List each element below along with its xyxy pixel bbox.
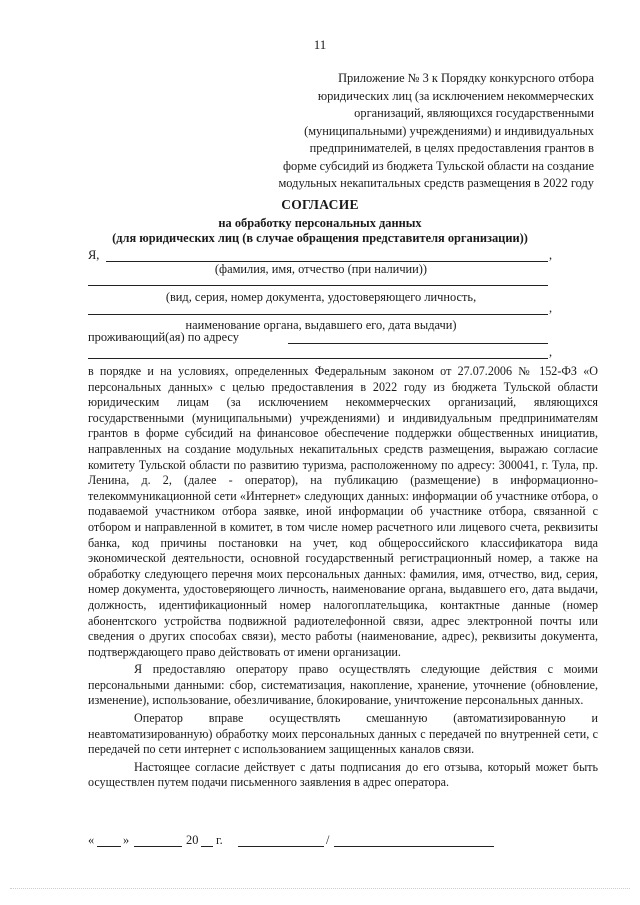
annex-line: организаций, являющихся государственными — [354, 106, 594, 120]
year-prefix: 20 — [186, 833, 199, 847]
document-title: СОГЛАСИЕ — [281, 197, 359, 212]
issuer-blank-line[interactable] — [88, 314, 548, 315]
scan-artifact-divider — [10, 888, 630, 891]
quote-open: « — [88, 833, 95, 847]
annex-line: модульных некапитальных средств размещения в 2022 году — [278, 176, 594, 190]
name-hint: (фамилия, имя, отчество (при наличии)) — [214, 262, 428, 276]
annex-line: (муниципальными) учреждениями) и индивидуальных — [304, 123, 594, 138]
document-hint: (вид, серия, номер документа, удостоверяющего личность, — [165, 290, 477, 304]
document-blank-line[interactable] — [88, 285, 548, 286]
consent-body — [88, 364, 598, 791]
address-blank-line[interactable] — [288, 343, 548, 344]
year-blank-line[interactable] — [201, 846, 213, 847]
annex-header — [210, 70, 594, 193]
day-blank-line[interactable] — [97, 846, 121, 847]
issuer-hint: наименование органа, выдавшего его, дата выдачи) — [185, 318, 457, 332]
document-field-row — [88, 272, 554, 286]
annex-line: форме субсидий из бюджета Тульской области на создание — [283, 158, 594, 173]
slash: / — [326, 833, 330, 847]
annex-line: юридических лиц (за исключением некоммерческих — [317, 88, 594, 103]
consent-paragraph: Настоящее согласие действует с даты подписания до его отзыва, который может быть осуществлен путем подачи письменного заявления в адрес оператора. — [88, 759, 598, 790]
comma: , — [549, 301, 553, 315]
name-field-row — [88, 248, 554, 262]
address-continuation-line[interactable] — [88, 358, 548, 359]
signature-name-blank-line[interactable] — [334, 846, 494, 847]
issuer-field-row — [88, 301, 554, 315]
address-continuation-row — [88, 345, 554, 359]
document-subtitle: на обработку персональных данных — [218, 216, 422, 230]
consent-paragraph: в порядке и на условиях, определенных Федеральным законом от 27.07.2006 № 152-ФЗ «О персональных данных» с целью предоставления в 2022 году из бюджета Тульской области юридическим лицам (за исключением некоммерческих организаций, являющихся государственными (муниципальными) учреждениями) и индивидуальным предпринимателям грантов в форме субсидий на финансовое обеспечение поддержки общественных инициатив, направленных на создание модульных некапитальных средств размещения, выражаю согласие комитету Тульской области по развитию туризма, расположенному по адресу: 300041, г. Тула, пр. Ленина, д. 2, (далее - оператор), на публикацию (размещение) в информационно-телекоммуникационной сети «Интернет» следующих данных: информации об участнике отбора, о подаваемой участником отбора заявке, иной информации об участнике отбора, связанной с отбором и направленной в комитет, в том числе номер расчетного или лицевого счета, реквизиты банка, код причины постановки на учет, код общероссийского классификатора вида экономической деятельности, основной государственный регистрационный номер, а также на обработку следующего перечня моих персональных данных: фамилия, имя, отчество, вид, серия, номер документа, удостоверяющего личность, наименование органа, выдавшего его, дата выдачи, должность, идентификационный номер налогоплательщика, контактные данные (номер абонентского устройства подвижной радиотелефонной связи, адрес электронной почты или сведения о других способах связи), место работы (наименование, адрес), реквизиты документа, подтверждающего право действовать от имени организации. — [88, 364, 598, 659]
comma: , — [549, 248, 553, 262]
year-suffix: г. — [216, 833, 223, 847]
signature-blank-line[interactable] — [238, 846, 324, 847]
month-blank-line[interactable] — [134, 846, 182, 847]
quote-close: » — [123, 833, 130, 847]
page-number: 11 — [313, 37, 327, 52]
annex-line: Приложение № 3 к Порядку конкурсного отбора — [338, 71, 594, 85]
address-label: проживающий(ая) по адресу — [88, 330, 239, 344]
comma: , — [549, 345, 553, 359]
address-field-row — [88, 330, 554, 344]
signature-date-row — [88, 833, 518, 849]
i-label: Я, — [88, 248, 100, 262]
consent-paragraph: Оператор вправе осуществлять смешанную (автоматизированную и неавтоматизированную) обработку моих персональных данных с передачей по внутренней сети, с передачей по сети интернет с использованием защищенных каналов связи. — [88, 711, 598, 757]
consent-paragraph: Я предоставляю оператору право осуществлять следующие действия с моими персональными данными: сбор, систематизация, накопление, хранение, уточнение (обновление, изменение), использование, обезличивание, блокирование, уничтожение персональных данных. — [88, 662, 598, 708]
document-subtitle-scope: (для юридических лиц (в случае обращения представителя организации)) — [112, 231, 528, 245]
annex-line: предпринимателей, в целях предоставления грантов в — [309, 141, 594, 155]
